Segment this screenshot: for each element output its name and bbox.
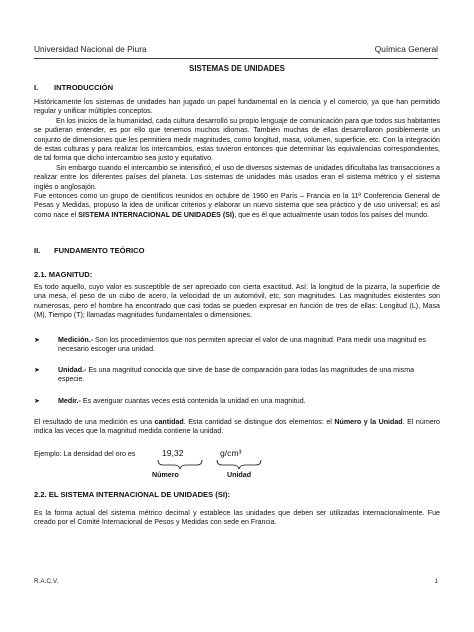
footer-author: R.A.C.V. bbox=[34, 578, 59, 585]
section-title: FUNDAMENTO TEÓRICO bbox=[54, 246, 145, 255]
subsection-heading-si: 2.2. EL SISTEMA INTERNACIONAL DE UNIDADES (SI): bbox=[34, 490, 231, 499]
section-heading-introduccion bbox=[34, 83, 113, 92]
bullet-unidad bbox=[34, 366, 440, 385]
header-institution: Universidad Nacional de Piura bbox=[34, 44, 147, 54]
si-paragraph: Es la forma actual del sistema métrico decimal y establece las unidades que deben ser utilizadas internacionalmente. Fue creado por el Comité Internacional de Pesos y Medidas con sede en Francia. bbox=[34, 509, 440, 527]
intro-paragraph-2: En los inicios de la humanidad, cada cultura desarrolló su propio lenguaje de comunicación para que todos sus habitantes se pudieran entender, es por ello que tenemos muchos idiomas. También muchas de ellas desarrollaron posiblemente un conjunto de dimensiones que les permitiera medir magnitudes, como longitud, masa, volumen, superficie, etc. Con la integración de estas culturas y para realizar los intercambios, estas tuvieron entonces que determinar las equivalencias correspondientes, de tal forma que dicho intercambio sea justo y equitativo. bbox=[34, 117, 440, 163]
resultado-text: . El número indica las veces que la magnitud medida contiene la unidad. bbox=[34, 418, 440, 436]
bullet-text: Es averiguar cuantas veces está contenida la unidad en una magnitud. bbox=[80, 397, 306, 405]
arrow-bullet-icon: ➤ bbox=[34, 398, 40, 405]
unit-label: Unidad bbox=[227, 471, 252, 479]
bullet-medir bbox=[34, 397, 440, 406]
section-heading-fundamento bbox=[34, 246, 145, 255]
section-title: INTRODUCCIÓN bbox=[54, 83, 114, 92]
example-text: Ejemplo: La densidad del oro es bbox=[34, 450, 136, 458]
bullet-term: Unidad.- bbox=[58, 366, 87, 374]
example-unit: g/cm³ bbox=[220, 448, 242, 458]
page-number: 1 bbox=[434, 578, 438, 585]
number-label: Número bbox=[152, 471, 179, 479]
magnitud-paragraph: Es todo aquello, cuyo valor es susceptible de ser apreciado con cierta exactitud. Así: la longitud de la pizarra, la superficie de una mesa, el peso de un cubo de acero, la velocidad de un automóvil, etc, son magnitudes. Las magnitudes existentes son numerosas, pero el hombre ha encontrado que casi todas se pueden expresar en función de tres de ellas: Longitud (L), Masa (M), Tiempo (T); llamadas magnitudes fundamentales o dimensiones. bbox=[34, 283, 440, 319]
unit-brace bbox=[217, 460, 261, 469]
page-footer bbox=[34, 578, 438, 585]
resultado-text: El resultado de una medición es una bbox=[34, 418, 155, 426]
bullet-text: Son los procedimientos que nos permiten apreciar el valor de una magnitud. Para medir una magnitud es necesario escoger una unidad. bbox=[58, 336, 426, 354]
number-brace bbox=[158, 460, 202, 469]
arrow-bullet-icon: ➤ bbox=[34, 367, 40, 374]
page-header bbox=[34, 44, 438, 59]
intro-paragraph-3: Sin embargo cuando el intercambio se intensificó, el uso de diversos sistemas de unidades dificultaba las transacciones a realizar entre los diferentes países del planeta. Los sistemas de unidades más usados eran el sistema métrico y el sistema inglés o anglosajón. bbox=[34, 164, 440, 191]
bullet-text: Es una magnitud conocida que sirve de base de comparación para todas las magnitudes de una misma especie. bbox=[58, 366, 415, 384]
intro-p4-text: Fue entonces como un grupo de científicos reunidos en octubre de 1960 en París – Francia en la 11ª Conferencia General de Pesas y Medidas, propuso la idea de unificar criterios y elaborar un nuevo sistema que sea práctico y de uso universal; es así como nace el bbox=[34, 192, 440, 219]
intro-paragraph-1: Históricamente los sistemas de unidades han jugado un papel fundamental en la ciencia y el comercio, ya que han permitido regular y unificar múltiples conceptos. bbox=[34, 98, 440, 116]
arrow-bullet-icon: ➤ bbox=[34, 337, 40, 344]
cantidad-term: cantidad bbox=[154, 418, 184, 426]
intro-p4-tail: , que es él que actualmente usan todos los países del mundo. bbox=[234, 210, 430, 219]
numero-unidad-term: Número y la Unidad bbox=[334, 418, 403, 426]
bullet-medicion bbox=[34, 336, 440, 355]
document-title: SISTEMAS DE UNIDADES bbox=[189, 64, 285, 73]
bullet-term: Medición.- bbox=[58, 336, 94, 344]
section-number: II. bbox=[34, 246, 41, 255]
si-highlight: SISTEMA INTERNACIONAL DE UNIDADES (SI) bbox=[78, 210, 235, 219]
bullet-term: Medir.- bbox=[58, 397, 81, 405]
header-course: Química General bbox=[374, 44, 438, 54]
subsection-heading-magnitud: 2.1. MAGNITUD: bbox=[34, 270, 93, 279]
density-example bbox=[34, 446, 294, 482]
section-number: I. bbox=[34, 83, 39, 92]
resultado-text: . Esta cantidad se distingue dos elementos: el bbox=[183, 418, 335, 426]
resultado-paragraph bbox=[34, 418, 440, 437]
intro-paragraph-4 bbox=[34, 192, 440, 220]
example-number: 19,32 bbox=[162, 448, 184, 458]
